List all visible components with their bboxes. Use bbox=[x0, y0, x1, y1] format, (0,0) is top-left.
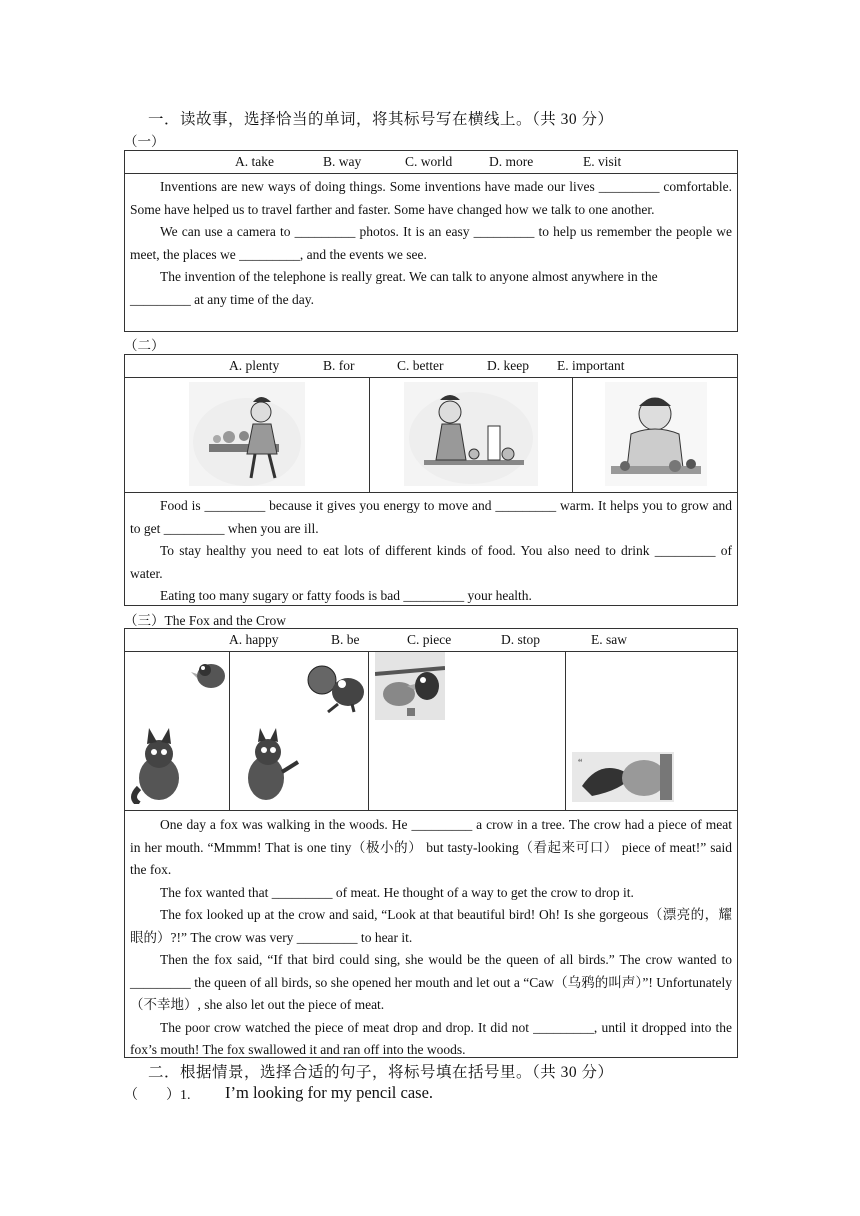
picture-cell bbox=[125, 652, 230, 810]
part3-picture-row bbox=[125, 652, 737, 811]
fox-picture bbox=[129, 728, 189, 804]
question-1-text: I’m looking for my pencil case. bbox=[225, 1083, 434, 1102]
paragraph: To stay healthy you need to eat lots of different kinds of food. You also need to drink _________ of water. bbox=[130, 543, 732, 581]
part2-options bbox=[125, 355, 737, 378]
part3-box bbox=[124, 628, 738, 1058]
paragraph: Food is _________ because it gives you energy to move and _________ warm. It helps you to grow and to get _________ when you are ill. bbox=[130, 498, 732, 536]
paragraph: _________ at any time of the day. bbox=[130, 291, 314, 307]
option-d: D. stop bbox=[501, 632, 541, 647]
part3-passage bbox=[130, 814, 732, 1062]
crow-picture bbox=[191, 652, 229, 696]
paragraph: One day a fox was walking in the woods. He _________ a crow in a tree. The crow had a piece of meat in her mouth. “Mmmm! That is one tiny（极小的） but tasty-looking（看起来可口） piece of meat!” said the fox. bbox=[130, 817, 732, 877]
crow-on-branch-picture bbox=[375, 652, 445, 720]
girl-drinking-picture bbox=[404, 382, 538, 486]
part2-box bbox=[124, 354, 738, 606]
section2-heading: 二．根据情景，选择合适的句子，将标号填在括号里。（共 30 分） bbox=[148, 1064, 614, 1081]
paragraph: We can use a camera to _________ photos. It is an easy _________ to help us remember the people we meet, the places we _________, and the events we see. bbox=[130, 224, 732, 262]
option-c: C. world bbox=[405, 154, 453, 169]
picture-cell bbox=[369, 652, 566, 810]
part2-label: （二） bbox=[124, 338, 165, 353]
option-a: A. take bbox=[235, 154, 274, 169]
option-e: E. saw bbox=[591, 632, 627, 647]
option-a: A. plenty bbox=[229, 358, 280, 373]
fox-running-picture bbox=[572, 752, 674, 802]
picture-cell bbox=[573, 378, 737, 492]
picture-cell bbox=[125, 378, 370, 492]
option-c: C. better bbox=[397, 358, 444, 373]
girl-eating-picture bbox=[189, 382, 305, 486]
paragraph: The fox wanted that _________ of meat. He thought of a way to get the crow to drop it. bbox=[160, 884, 634, 900]
paragraph: The poor crow watched the piece of meat drop and drop. It did not _________, until it dropped into the fox’s mouth! The fox swallowed it and ran off into the woods. bbox=[130, 1019, 732, 1057]
paragraph: The invention of the telephone is really great. We can talk to anyone almost anywhere in the bbox=[160, 269, 658, 284]
option-a: A. happy bbox=[229, 632, 279, 647]
picture-cell bbox=[566, 652, 737, 810]
option-e: E. visit bbox=[583, 154, 622, 169]
option-b: B. for bbox=[323, 358, 355, 373]
paragraph: Then the fox said, “If that bird could sing, she would be the queen of all birds.” The crow wanted to _________ the queen of all birds, so she opened her mouth and let out a “Caw（乌鸦的叫声）”! Unfortunately（不幸地）, she also let out the piece of meat. bbox=[130, 952, 732, 1012]
paragraph: The fox looked up at the crow and said, “Look at that beautiful bird! Oh! Is she gorgeous（漂亮的，耀眼的）?!” The crow was very _________ to hear it. bbox=[130, 907, 732, 945]
option-b: B. way bbox=[323, 154, 362, 169]
svg-text:“: “ bbox=[578, 758, 583, 769]
part1-box bbox=[124, 150, 738, 332]
option-b: B. be bbox=[331, 632, 360, 647]
option-d: D. keep bbox=[487, 358, 529, 373]
paragraph: Inventions are new ways of doing things. Some inventions have made our lives _________ comfortable. Some have helped us to travel farther and faster. Some have changed how we talk to one another. bbox=[130, 179, 732, 217]
boy-eating-picture bbox=[605, 382, 707, 486]
option-c: C. piece bbox=[407, 632, 452, 647]
part3-label: （三）The Fox and the Crow bbox=[124, 613, 286, 628]
question-1-bracket: （ ）1. bbox=[124, 1088, 191, 1103]
part2-passage bbox=[130, 495, 732, 608]
part2-picture-row bbox=[125, 378, 737, 493]
paragraph: Eating too many sugary or fatty foods is bad _________ your health. bbox=[160, 588, 532, 603]
option-e: E. important bbox=[557, 358, 625, 373]
part1-options bbox=[125, 151, 737, 174]
option-d: D. more bbox=[489, 154, 534, 169]
part3-options bbox=[125, 629, 737, 652]
crow-with-meat-picture bbox=[298, 656, 368, 718]
fox-talking-picture bbox=[238, 728, 304, 804]
picture-cell bbox=[370, 378, 573, 492]
picture-cell bbox=[230, 652, 369, 810]
part1-label: （一） bbox=[124, 134, 165, 149]
part1-passage bbox=[130, 176, 732, 311]
section1-heading: 一．读故事，选择恰当的单词，将其标号写在横线上。（共 30 分） bbox=[148, 111, 614, 128]
